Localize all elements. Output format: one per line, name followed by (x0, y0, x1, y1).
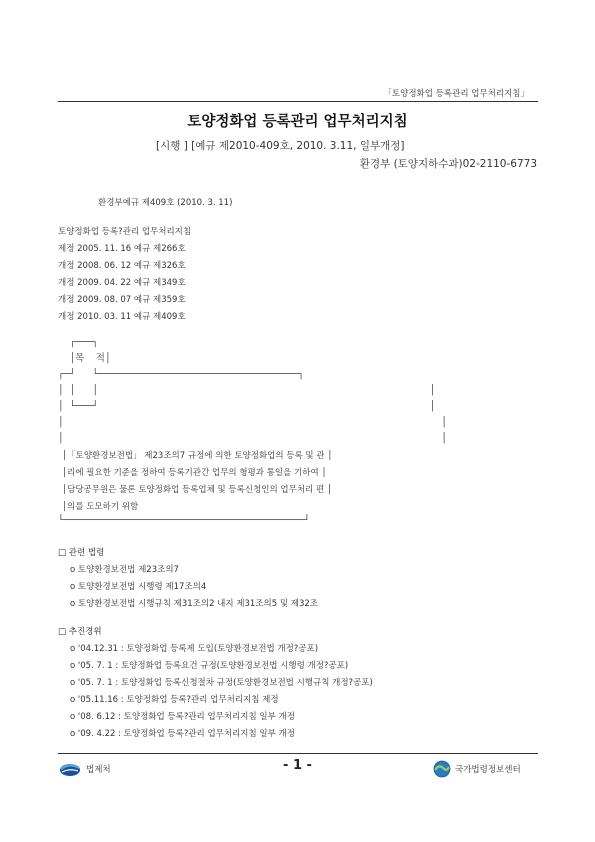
enforcement-info: [시행 ] [예규 제2010-409호, 2010. 3.11, 일부개정] (156, 140, 405, 152)
purpose-box-bottom: └──────────────────────────────────────────┘ (58, 515, 310, 526)
purpose-label: 목 적 (75, 353, 105, 364)
purpose-line: │리에 필요한 기준을 정하여 등록기관간 업무의 형평과 통일을 기하여 │ (62, 468, 327, 478)
history-line: 개정 2010. 03. 11 예규 제409호 (58, 312, 186, 322)
progress-item: o '09. 4.22 : 토양정화업 등록?관리 업무처리지침 일부 개정 (70, 729, 295, 739)
history-line: 제정 2005. 11. 16 예규 제266호 (58, 244, 186, 254)
progress-item: o '05. 7. 1 : 토양정화업 등록신청절차 규정(토양환경보전법 시행규칙 개정?공포) (70, 678, 373, 688)
purpose-box-frame: │ │ (58, 417, 447, 428)
history-line: 토양정화업 등록?관리 업무처리지침 (58, 227, 192, 237)
ministry-contact: 환경부 (토양지하수과)02-2110-6773 (359, 158, 537, 170)
law-item: o 토양환경보전법 시행규칙 제31조의2 내지 제31조의5 및 제32조 (70, 599, 319, 609)
purpose-box-label-row: │목 적│ (58, 353, 111, 364)
purpose-box-frame: │ │ (58, 433, 447, 444)
progress-item: o '05. 7. 1 : 토양정화업 등록요건 규정(토양환경보전법 시행령 개정?공포) (70, 661, 349, 671)
law-item: o 토양환경보전법 시행령 제17조의4 (70, 582, 207, 592)
law-info-center-logo-icon (433, 760, 451, 778)
page-number: - 1 - (283, 758, 312, 773)
law-item: o 토양환경보전법 제23조의7 (70, 565, 179, 575)
purpose-box-frame: ┌─┘ └───────────────────────────────────┐ (58, 369, 304, 380)
progress-item: o '05.11.16 : 토양정화업 등록?관리 업무처리지침 제정 (70, 695, 279, 705)
running-header: 「토양정화업 등록관리 업무처리지침」 (383, 89, 529, 99)
history-line: 개정 2009. 08. 07 예규 제359호 (58, 295, 186, 305)
progress-item: o '04.12.31 : 토양정화업 등록제 도입(토양환경보전법 개정?공포) (70, 644, 319, 654)
purpose-box-frame: │ └───┘ │ (58, 401, 436, 412)
document-title: 토양정화업 등록관리 업무처리지침 (187, 114, 408, 130)
purpose-line: │의를 도모하기 위함 (62, 502, 139, 512)
footer-rule (58, 753, 538, 754)
section-heading-laws: □ 관련 법령 (58, 548, 105, 558)
section-heading-progress: □ 추진경위 (58, 627, 102, 637)
purpose-line: │담당공무원은 물론 토양정화업 등록업체 및 등록신청인의 업무처리 편 │ (62, 485, 332, 495)
header-rule (58, 101, 538, 102)
purpose-line: │「토양환경보전법」 제23조의7 규정에 의한 토양정화업의 등록 및 관 │ (62, 451, 333, 461)
notice-number: 환경부예규 제409호 (2010. 3. 11) (98, 198, 233, 208)
history-line: 개정 2008. 06. 12 예규 제326호 (58, 261, 186, 271)
moleg-logo-text: 법제처 (86, 765, 111, 775)
purpose-box-frame: │ │ │ │ (58, 385, 436, 396)
purpose-box-top: ┌───┐ (58, 337, 99, 348)
history-line: 개정 2009. 04. 22 예규 제349호 (58, 278, 186, 288)
law-info-center-logo-text: 국가법령정보센터 (455, 765, 521, 775)
progress-item: o '08. 6.12 : 토양정화업 등록?관리 업무처리지침 일부 개정 (70, 712, 295, 722)
